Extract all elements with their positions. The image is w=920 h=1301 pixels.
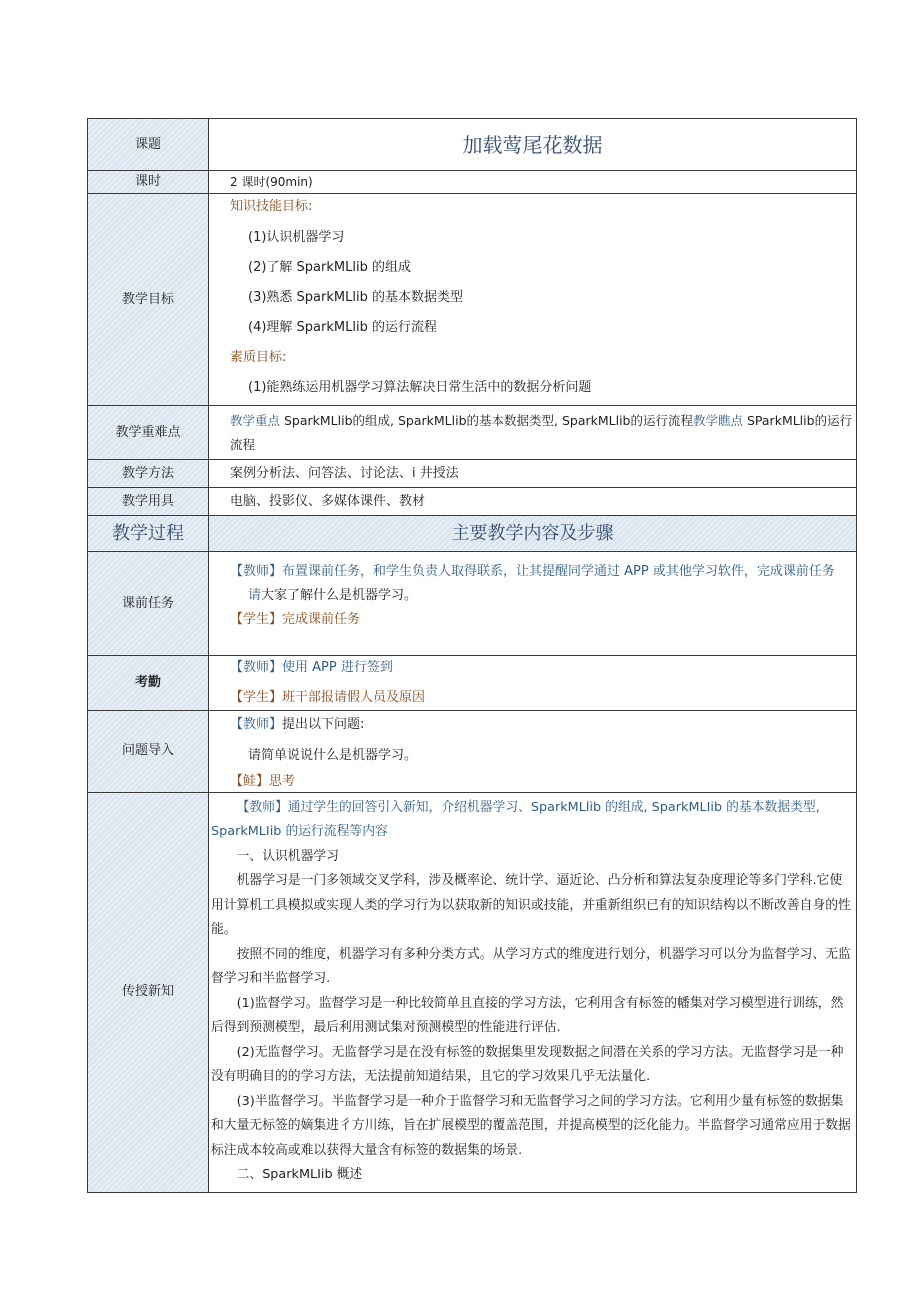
label-process: 教学过程 [88,516,209,552]
student-text: 完成课前任务 [282,612,361,627]
hard-tag: 教学瞧点 [693,413,744,428]
section-heading: 一、认识机器学习 [236,848,339,864]
process-heading: 主要教学内容及步骤 [209,516,857,552]
row-methods [88,460,857,488]
label-methods: 教学方法 [88,460,209,488]
knowledge-item: (3)熟悉 SparkMLlib 的基本数据类型 [248,290,463,305]
hours-value: 2 课时(90min) [209,171,857,194]
teaching-content [209,792,857,1192]
label-teaching: 传授新知 [88,792,209,1192]
teacher-text: 通过学生的回答引入新知，介绍机器学习、SparkMLlib 的组成, SparkMLIib 的基本数据类型, SparkMLIib 的运行流程等内容 [211,799,820,839]
pre-task-content [209,552,857,656]
paragraph: (1)监督学习。监督学习是一种比较简单且直接的学习方法，它利用含有标签的幡集对学习模型进行训练，然后得到预测模型，最后利用测试集对预测模型的性能进行评估. [211,995,844,1035]
row-objectives [88,194,857,406]
row-pre-task [88,552,857,656]
label-key-points: 教学重难点 [88,406,209,460]
label-objectives: 教学目标 [88,194,209,406]
quality-title: 素质目标: [230,350,287,365]
knowledge-item: (4)理解 SparkMLlib 的运行流程 [248,320,437,335]
teacher-text: 使用 APP 进行签到 [282,660,393,675]
pre-task-note: 大家了解什么是机器学习。 [261,588,418,603]
label-intro: 问题导入 [88,710,209,792]
student-tag: 【学生】 [230,690,283,705]
paragraph: 按照不同的维度，机器学习有多种分类方式。从学习方式的维度进行划分，机器学习可以分为监督学习、无监督学习和半监督学习. [211,946,851,986]
label-hours: 课时 [88,171,209,194]
knowledge-title: 知识技能目标: [230,199,313,214]
key-points-content [209,406,857,460]
student-tag: 【鲑】 [230,773,270,789]
lesson-title: 加载莺尾花数据 [209,119,857,171]
label-pre-task: 课前任务 [88,552,209,656]
teacher-tag: 【教师】 [230,716,283,732]
teacher-tag: 【教师】 [230,564,283,579]
student-text: 思考 [269,773,296,789]
teacher-tag: 【教师】 [230,660,283,675]
knowledge-item: (1)认识机器学习 [248,230,345,245]
line-prefix: 请 [248,588,262,603]
label-attendance: 考勤 [88,656,209,711]
row-topic [88,119,857,171]
teacher-tag: 【教师】 [236,799,288,815]
student-text: 班干部报请假人员及原因 [282,690,426,705]
row-teaching [88,792,857,1192]
hard-text: SParkMLlib的运行流程 [230,413,853,452]
intro-content [209,710,857,792]
objectives-content [209,194,857,406]
intro-question: 请简单说说什么是机器学习。 [248,747,418,763]
key-tag: 教学重点 [230,413,281,428]
row-tools [88,488,857,516]
paragraph: (3)半监督学习。半监督学习是一种介于监督学习和无监督学习之间的学习方法。它利用少量有标签的数据集和大量无标签的嫡集进彳方川练，旨在扩展模型的覆盖范围，并提高模型的泛化能力。半监督学习通常应用于数据标注成本较高或难以获得大量含有标签的数据集的场景. [211,1093,851,1158]
paragraph: 机器学习是一门多领域交叉学科，涉及概率论、统计学、逼近论、凸分析和算法复杂度理论等多门学科.它使用计算机工具模拟或实现人类的学习行为以获取新的知识或技能，并重新组织已有的知识结构以不断改善自身的性能。 [211,873,851,937]
row-hours [88,171,857,194]
label-tools: 教学用具 [88,488,209,516]
key-text: SparkMLlib的组成, SparkMLlib的基本数据类型, SparkMLlib的运行流程 [280,413,693,428]
methods-value: 案例分析法、问答法、讨论法、i 井授法 [209,460,857,488]
teacher-text: 布置课前任务，和学生负责人取得联系，让其提醒同学通过 APP 或其他学习软件，完成课前任务 [282,564,835,579]
row-attendance [88,656,857,711]
section-heading: 二、SparkMLIib 概述 [236,1167,363,1182]
knowledge-item: (2)了解 SparkMLlib 的组成 [248,260,411,275]
paragraph: (2)无监督学习。无监督学习是在没有标签的数据集里发现数据之间潜在关系的学习方法。无监督学习是一种没有明确目的的学习方法，无法提前知道结果，且它的学习效果几乎无法量化. [211,1044,844,1084]
quality-item: (1)能熟练运用机器学习算法解决日常生活中的数据分析问题 [248,380,592,395]
row-intro [88,710,857,792]
row-process-header [88,516,857,552]
label-topic: 课题 [88,119,209,171]
tools-value: 电脑、投影仪、多媒体课件、教材 [209,488,857,516]
teacher-text: 提出以下问题: [282,716,365,732]
row-key-points [88,406,857,460]
attendance-content [209,656,857,711]
student-tag: 【学生】 [230,612,283,627]
lesson-plan-table [87,118,857,1193]
